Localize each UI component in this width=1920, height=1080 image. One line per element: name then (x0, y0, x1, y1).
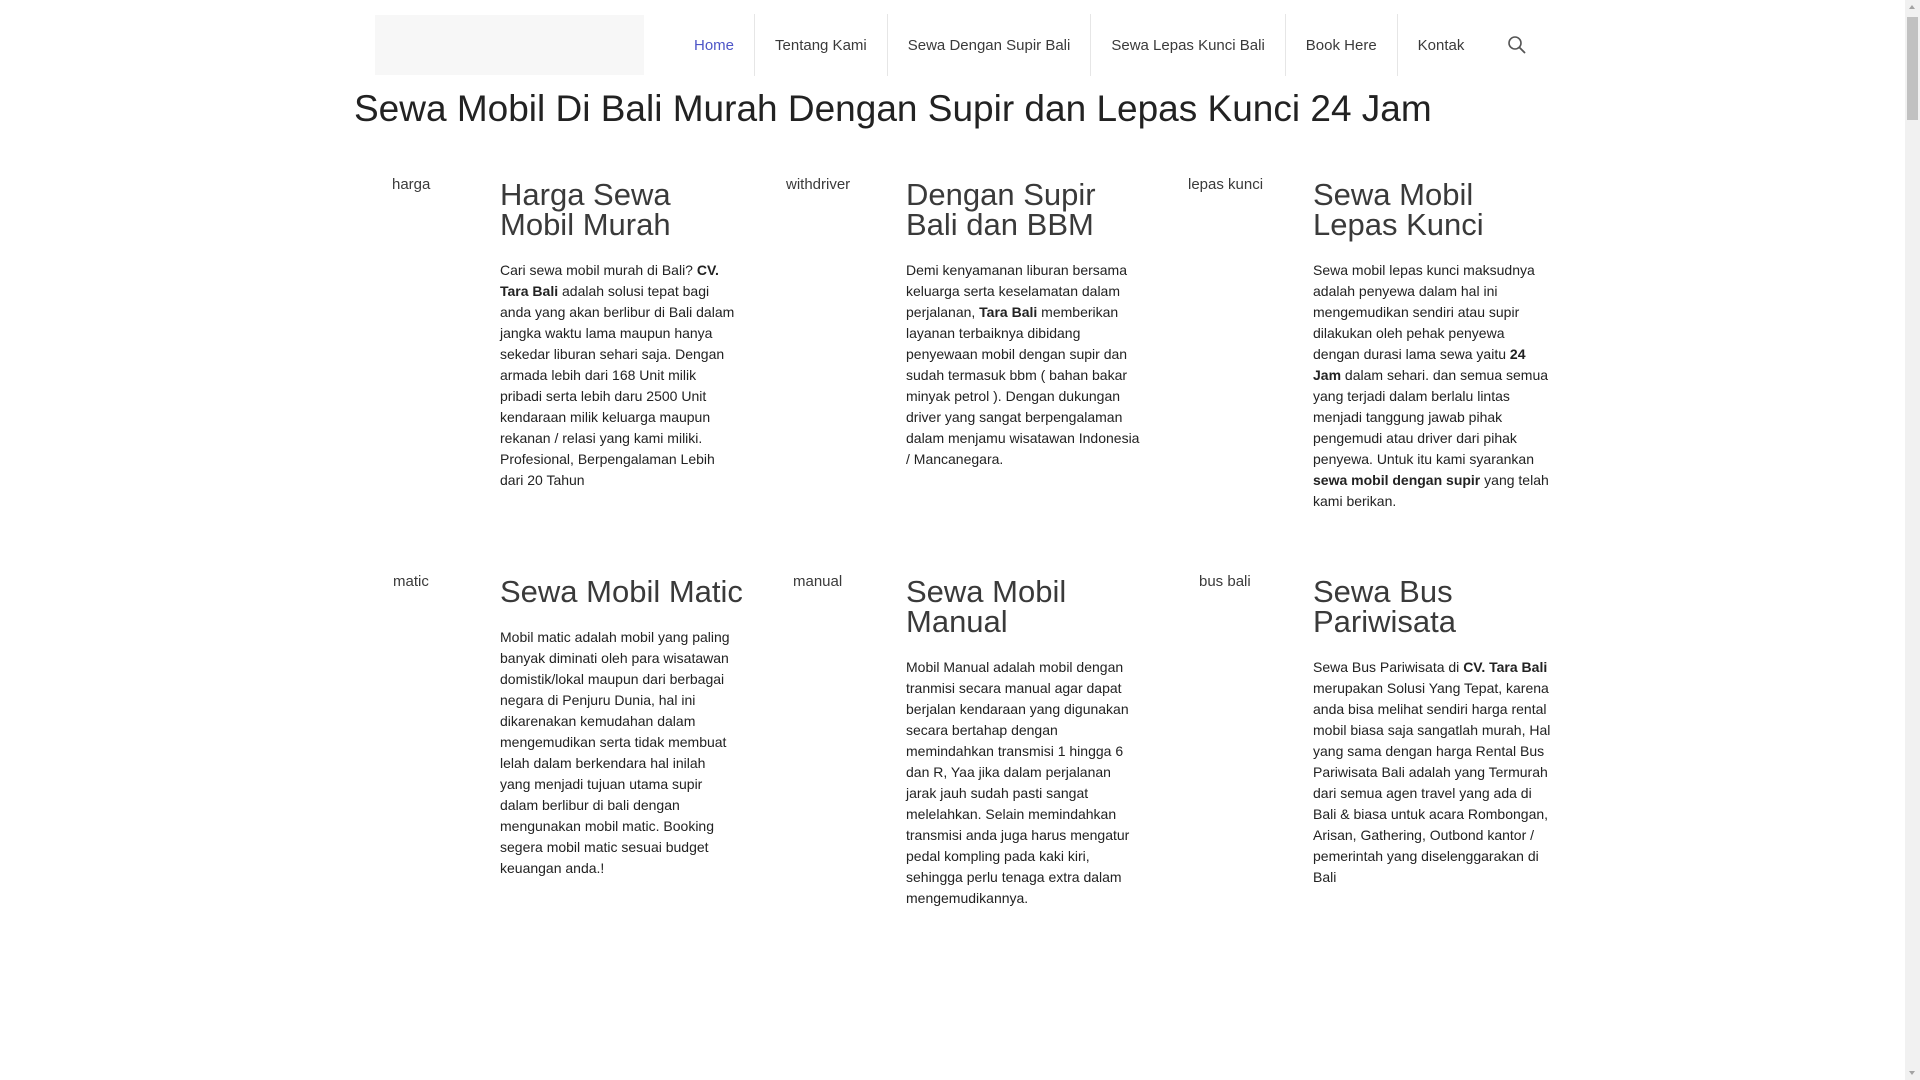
scrollbar-thumb[interactable] (1907, 17, 1918, 120)
feature-heading: Sewa Bus Pariwisata (1313, 574, 1456, 639)
feature-heading: Sewa Mobil Matic (500, 574, 743, 609)
feature-heading: Harga Sewa Mobil Murah (500, 177, 671, 242)
feature-body: Sewa mobil lepas kunci maksudnya adalah penyewa dalam hal ini mengemudikan sendiri atau supir dilakukan oleh pehak penyewa dengan durasi lama sewa yaitu 24 Jam dalam sehari. dan semua semua yang terjadi dalam berlalu lintas menjadi tanggung jawab pihak pengemudi atau driver dari pihak penyewa. Untuk itu kami syarankan sewa mobil dengan supir yang telah kami berikan. (1313, 262, 1549, 509)
feature-body: Cari sewa mobil murah di Bali? CV. Tara Bali adalah solusi tepat bagi anda yang akan berlibur di Bali dalam jangka waktu lama maupun hanya sekedar liburan sehari saja. Dengan armada lebih dari 168 Unit milik pribadi serta lebih daru 2500 Unit kendaraan milik keluarga maupun rekanan / relasi yang kami miliki. Profesional, Berpengalaman Lebih dari 20 Tahun (500, 262, 735, 488)
feature-heading: Dengan Supir Bali dan BBM (906, 177, 1096, 242)
nav-item-sewa-lepas-kunci-bali[interactable]: Sewa Lepas Kunci Bali (1091, 14, 1285, 76)
feature-image-lepas-kunci: lepas kunci (1188, 176, 1264, 193)
bold-text: sewa mobil dengan supir (1313, 472, 1481, 488)
site-header (0, 0, 1905, 89)
feature-text (1313, 574, 1551, 888)
feature-image-manual: manual (793, 573, 843, 590)
feature-image-harga: harga (392, 176, 431, 193)
feature-heading: Sewa Mobil Lepas Kunci (1313, 177, 1484, 242)
bold-text: CV. Tara Bali (500, 262, 719, 299)
feature-text (500, 177, 738, 491)
scroll-up-arrow-icon[interactable] (1905, 0, 1920, 15)
nav-item-kontak[interactable]: Kontak (1417, 36, 1465, 54)
page-scrollbar[interactable] (1905, 0, 1920, 1080)
feature-text (906, 574, 1144, 909)
site-logo[interactable] (375, 15, 644, 75)
bold-text: CV. Tara Bali (1463, 659, 1548, 675)
feature-body: Mobil matic adalah mobil yang paling banyak diminati oleh para wisatawan domistik/lokal maupun dari berbagai negara di Penjuru Dunia, hal ini dikarenakan kemudahan dalam mengemudikan serta tidak membuat lelah dalam berkendara hal inilah yang menjadi tujuan utama supir dalam berlibur di bali dengan mengunakan mobil matic. Booking segera mobil matic sesuai budget keuangan anda.! (500, 629, 730, 876)
feature-image-bus-bali: bus bali (1199, 573, 1251, 590)
feature-image-matic: matic (393, 573, 429, 590)
bold-text: Tara Bali (979, 304, 1038, 320)
bold-text: 24 Jam (1313, 346, 1526, 383)
feature-body: Demi kenyamanan liburan bersama keluarga serta keselamatan dalam perjalanan, Tara Bali memberikan layanan terbaiknya dibidang penyewaan mobil dengan supir dan sudah termasuk bbm ( bahan bakar minyak petrol ). Dengan dukungan driver yang sangat berpengalaman dalam menjamu wisatawan Indonesia / Mancanegara. (906, 262, 1140, 467)
feature-text (500, 574, 743, 879)
feature-body: Sewa Bus Pariwisata di CV. Tara Bali merupakan Solusi Yang Tepat, karena anda bisa melihat sendiri harga rental mobil biasa saja sangatlah murah, Hal yang sama dengan harga Rental Bus Pariwisata Bali adalah yang Termurah dari semua agen travel yang ada di Bali & biasa untuk acara Rombongan, Arisan, Gathering, Outbond kantor / pemerintah yang diselenggarakan di Bali (1313, 659, 1551, 885)
page-title: Sewa Mobil Di Bali Murah Dengan Supir dan Lepas Kunci 24 Jam (354, 88, 1432, 129)
feature-text (1313, 177, 1551, 512)
nav-item-sewa-dengan-supir-bali[interactable]: Sewa Dengan Supir Bali (888, 14, 1092, 76)
feature-body: Mobil Manual adalah mobil dengan tranmisi secara manual agar dapat berjalan kendaraan yang digunakan secara bertahap dengan memindahkan transmisi 1 hingga 6 dan R, Yaa jika dalam perjalanan jarak jauh sudah pasti sangat melelahkan. Selain memindahkan transmisi anda juga harus mengatur pedal kompling pada kaki kiri, sehingga perlu tenaga extra dalam mengemudikannya. (906, 659, 1130, 906)
scroll-down-arrow-icon[interactable] (1905, 1065, 1920, 1080)
nav-item-home[interactable]: Home (674, 14, 755, 76)
nav-item-book-here[interactable]: Book Here (1286, 14, 1398, 76)
nav-item-tentang-kami[interactable]: Tentang Kami (755, 14, 888, 76)
feature-text (906, 177, 1144, 470)
search-button[interactable] (1506, 34, 1528, 56)
main-nav (674, 14, 1484, 76)
feature-image-withdriver: withdriver (786, 176, 851, 193)
feature-heading: Sewa Mobil Manual (906, 574, 1067, 639)
search-icon (1506, 34, 1528, 56)
